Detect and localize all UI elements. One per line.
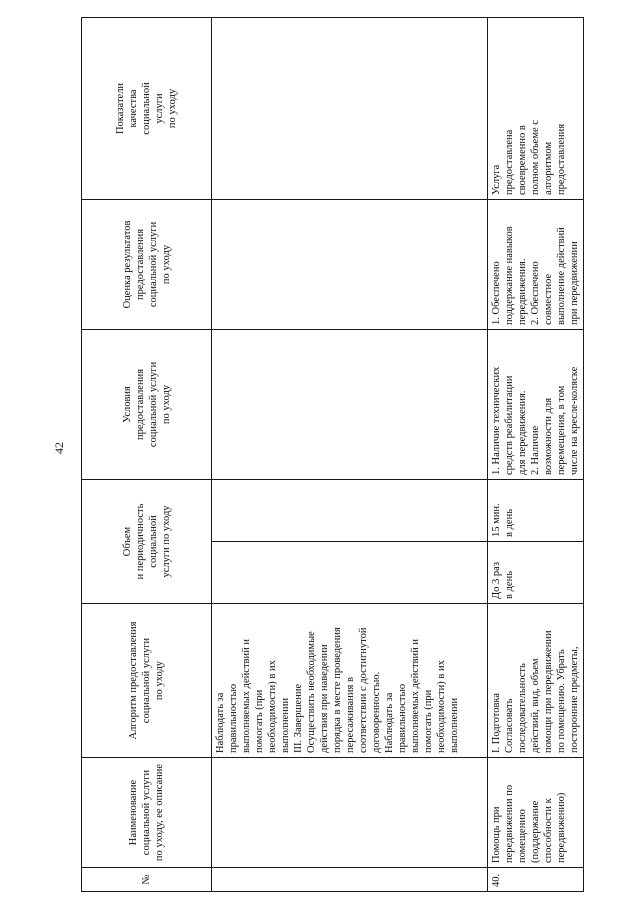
continuation-quality-cell <box>212 17 488 199</box>
row-40-num: 40. <box>488 868 584 892</box>
table-row-40 <box>488 17 584 891</box>
rotated-table-wrapper <box>81 18 580 892</box>
social-services-table <box>81 17 584 892</box>
page-number: 42 <box>52 442 66 454</box>
continuation-volume-b-cell <box>212 479 488 541</box>
header-evaluation: Оценка результатов предоставления социальной услуги по уходу <box>82 199 212 329</box>
row-40-quality: Услуга предоставлена своевременно в полном объеме с алгоритмом предоставления <box>488 17 584 199</box>
continuation-volume-a-cell <box>212 542 488 604</box>
header-quality: Показатели качества социальной услуги по уходу <box>82 17 212 199</box>
table-header-row <box>82 17 212 891</box>
row-40-name: Помощь при передвижении по помещению (поддержание способности к передвижению) <box>488 758 584 868</box>
continuation-name-cell <box>212 758 488 868</box>
continuation-algorithm-cell: Наблюдать за правильностью выполняемых действий и помогать (при необходимости) в их выполнении III. Завершение Осуществить необходимые действия при наведении порядка в месте проведения пересаживания в соответствии с достигнутой договоренностью. Наблюдать за правильностью выполняемых действий и помогать (при необходимости) в их выполнении <box>212 604 488 758</box>
continuation-row <box>212 17 488 891</box>
row-40-volume-a: До 3 раз в день <box>488 542 584 604</box>
header-algorithm: Алгоритм предоставления социальной услуги по уходу <box>82 604 212 758</box>
row-40-conditions: 1. Наличие технических средств реабилитации для передвижения. 2. Наличие возможности для перемещения, в том числе на кресле-коляске <box>488 329 584 479</box>
header-name: Наименование социальной услуги по уходу, ее описание <box>82 758 212 868</box>
header-volume: Объем и периодичность социальной услуги по уходу <box>82 479 212 603</box>
row-40-algorithm: I. Подготовка Согласовать последовательность действий, вид, объем помощи при передвижении по помещению. Убрать посторонние предметы, <box>488 604 584 758</box>
continuation-num-cell <box>212 868 488 892</box>
row-40-volume-b: 15 мин. в день <box>488 479 584 541</box>
rotated-table-content <box>81 18 580 892</box>
row-40-evaluation: 1. Обеспечено поддержание навыков передвижения. 2. Обеспечено совместное выполнение действий при передвижении <box>488 199 584 329</box>
continuation-conditions-cell <box>212 329 488 479</box>
header-num: № <box>82 868 212 892</box>
header-conditions: Условия предоставления социальной услуги по уходу <box>82 329 212 479</box>
continuation-evaluation-cell <box>212 199 488 329</box>
